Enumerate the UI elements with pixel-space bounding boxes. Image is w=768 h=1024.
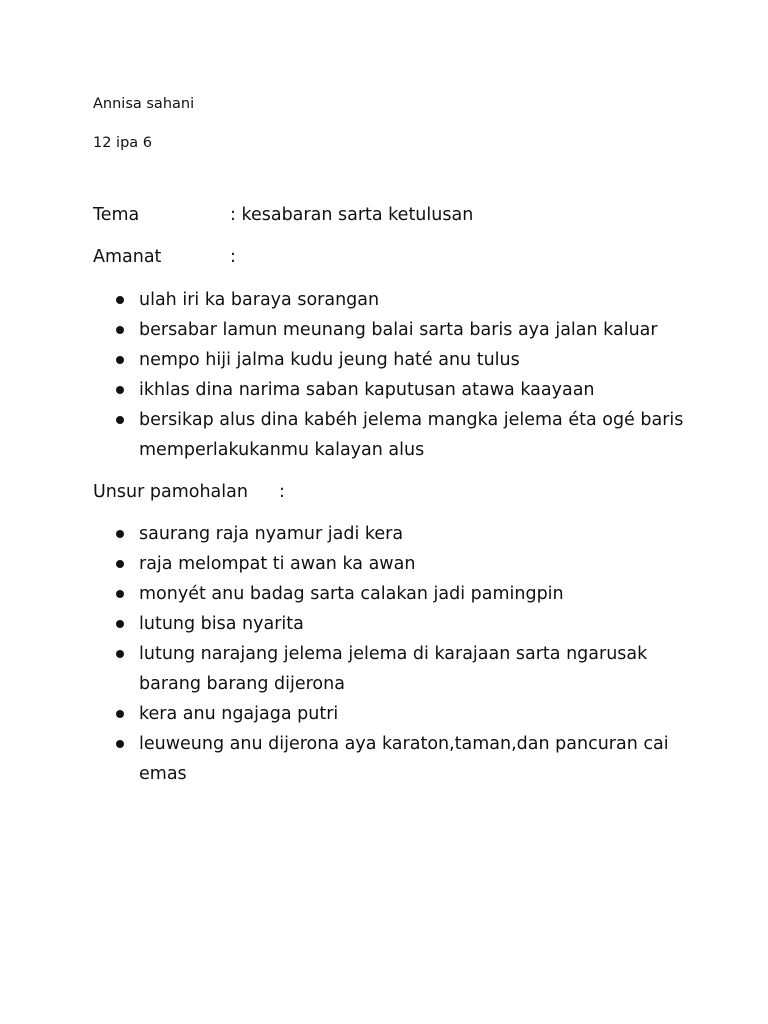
list-item-text: monyét anu badag sarta calakan jadi pamingpin bbox=[139, 584, 564, 604]
list-item bbox=[93, 639, 713, 699]
list-item bbox=[93, 549, 713, 579]
bullet-icon bbox=[116, 620, 124, 628]
bullet-icon bbox=[116, 710, 124, 718]
list-item bbox=[93, 609, 713, 639]
list-item-text: ulah iri ka baraya sorangan bbox=[139, 290, 380, 310]
unsur-label: Unsur pamohalan bbox=[93, 482, 248, 502]
list-item-text: ikhlas dina narima saban kaputusan atawa kaayaan bbox=[139, 380, 595, 400]
bullet-icon bbox=[116, 650, 124, 658]
list-item-text: nempo hiji jalma kudu jeung haté anu tulus bbox=[139, 350, 520, 370]
list-item bbox=[93, 345, 713, 375]
list-item-text: lutung narajang jelema jelema di karajaan sarta ngarusak barang barang dijerona bbox=[139, 644, 648, 694]
amanat-list bbox=[93, 285, 713, 465]
bullet-icon bbox=[116, 296, 124, 304]
list-item-text: lutung bisa nyarita bbox=[139, 614, 304, 634]
bullet-icon bbox=[116, 740, 124, 748]
amanat-label: Amanat bbox=[93, 247, 162, 267]
amanat-colon: : bbox=[230, 247, 236, 267]
list-item bbox=[93, 405, 713, 465]
amanat-row bbox=[93, 246, 236, 268]
tema-label: Tema bbox=[93, 205, 140, 225]
unsur-colon: : bbox=[279, 482, 285, 502]
list-item bbox=[93, 375, 713, 405]
list-item-text: leuweung anu dijerona aya karaton,taman,dan pancuran cai emas bbox=[139, 734, 669, 784]
bullet-icon bbox=[116, 416, 124, 424]
author-name: Annisa sahani bbox=[93, 96, 195, 112]
list-item-text: raja melompat ti awan ka awan bbox=[139, 554, 416, 574]
tema-value: : kesabaran sarta ketulusan bbox=[230, 205, 474, 225]
bullet-icon bbox=[116, 386, 124, 394]
bullet-icon bbox=[116, 530, 124, 538]
list-item bbox=[93, 729, 713, 789]
list-item-text: bersikap alus dina kabéh jelema mangka jelema éta ogé baris memperlakukanmu kalayan alus bbox=[139, 410, 684, 460]
list-item bbox=[93, 699, 713, 729]
list-item bbox=[93, 315, 713, 345]
unsur-list bbox=[93, 519, 713, 789]
author-class: 12 ipa 6 bbox=[93, 135, 153, 151]
list-item-text: bersabar lamun meunang balai sarta baris aya jalan kaluar bbox=[139, 320, 658, 340]
list-item-text: kera anu ngajaga putri bbox=[139, 704, 339, 724]
bullet-icon bbox=[116, 560, 124, 568]
tema-row bbox=[93, 204, 474, 226]
bullet-icon bbox=[116, 356, 124, 364]
bullet-icon bbox=[116, 590, 124, 598]
list-item bbox=[93, 285, 713, 315]
bullet-icon bbox=[116, 326, 124, 334]
list-item-text: saurang raja nyamur jadi kera bbox=[139, 524, 404, 544]
list-item bbox=[93, 579, 713, 609]
list-item bbox=[93, 519, 713, 549]
unsur-row bbox=[93, 481, 285, 503]
